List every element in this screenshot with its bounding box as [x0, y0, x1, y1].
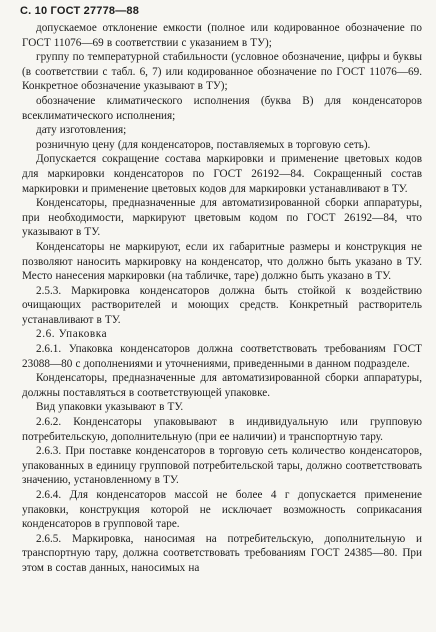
paragraph: Конденсаторы, предназначенные для автоматизированной сборки аппаратуры, при необходимости, маркируют цветовым кодом по ГОСТ 26192—84, что указывают в ТУ. — [22, 197, 422, 239]
paragraph: 2.6.4. Для конденсаторов массой не более 4 г допускается применение упаковки, конструкция которой не исключает возможность соприкасания конденсаторов в групповой таре. — [22, 489, 422, 531]
paragraph: 2.6.3. При поставке конденсаторов в торговую сеть количество конденсаторов, упакованных в единицу групповой потребительской тары, должно соответствовать значению, установленному в ТУ. — [22, 445, 422, 487]
paragraph: Допускается сокращение состава маркировки и применение цветовых кодов для маркировки конденсаторов по ГОСТ 26192—84. Сокращенный состав маркировки и применение цветовых кодов для маркировки устанавливают в ТУ. — [22, 153, 422, 195]
paragraph: 2.6.2. Конденсаторы упаковывают в индивидуальную или групповую потребительскую, дополнительную (при ее наличии) и транспортную тару. — [22, 416, 422, 443]
paragraph: группу по температурной стабильности (условное обозначение, цифры и буквы (в соответствии с табл. 6, 7) или кодированное обозначение по ГОСТ 11076—69. Конкретное обозначение указывают в ТУ); — [22, 51, 422, 93]
section-heading: 2.6. Упаковка — [36, 328, 108, 341]
paragraph: 2.5.3. Маркировка конденсаторов должна быть стойкой к воздействию очищающих растворителей и моющих средств. Конкретный растворитель устанавливают в ТУ. — [22, 284, 422, 326]
paragraph: 2.6.1. Упаковка конденсаторов должна соответствовать требованиям ГОСТ 23088—80 с дополнениями и уточнениями, приведенными в данном подразделе. — [22, 343, 422, 370]
paragraph: Вид упаковки указывают в ТУ. — [36, 401, 184, 414]
paragraph: дату изготовления; — [36, 124, 127, 137]
paragraph: 2.6.5. Маркировка, наносимая на потребительскую, дополнительную и транспортную тару, должна соответствовать требованиям ГОСТ 24385—80. При этом в состав данных, наносимых на — [22, 532, 422, 574]
paragraph: обозначение климатического исполнения (буква В) для конденсаторов всеклиматического исполнения; — [22, 94, 422, 122]
document-body — [22, 21, 422, 576]
paragraph: розничную цену (для конденсаторов, поставляемых в торговую сеть). — [36, 138, 371, 151]
paragraph: Конденсаторы не маркируют, если их габаритные размеры и конструкция не позволяют наносить маркировку на конденсатор, что должно быть указано в ТУ. Место нанесения маркировки (на табличке, таре) должно быть указано в ТУ. — [22, 240, 422, 283]
paragraph: допускаемое отклонение емкости (полное или кодированное обозначение по ГОСТ 11076—69 в соответствии с указанием в ТУ); — [22, 22, 422, 49]
paragraph: Конденсаторы, предназначенные для автоматизированной сборки аппаратуры, должны поставляться в соответствующей упаковке. — [22, 372, 422, 399]
page-header: С. 10 ГОСТ 27778—88 — [20, 5, 140, 17]
